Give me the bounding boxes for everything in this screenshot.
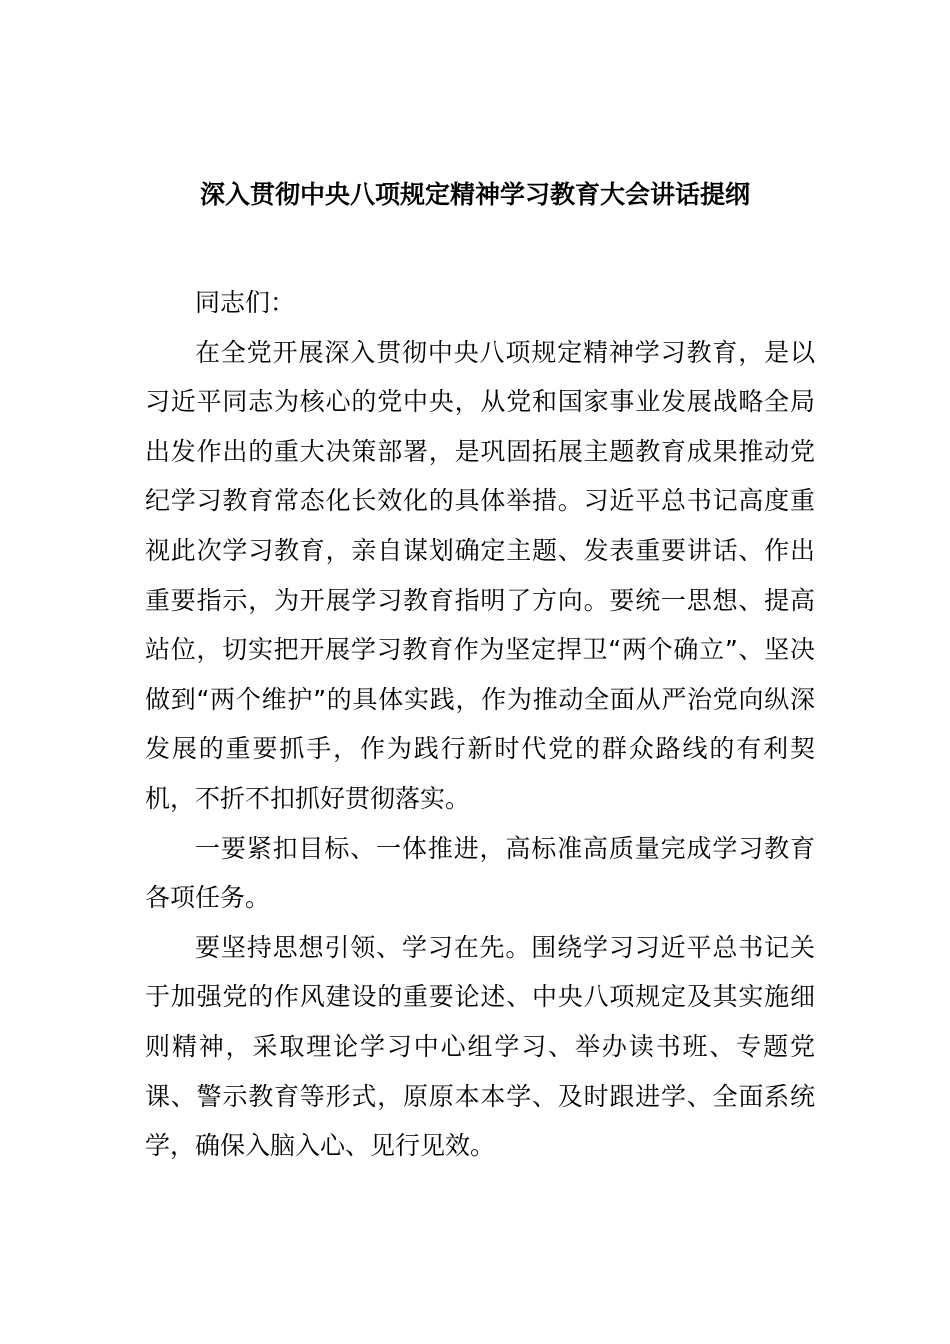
paragraph-study: 要坚持思想引领、学习在先。围绕学习习近平总书记关于加强党的作风建设的重要论述、中央八项规定及其实施细则精神，采取理论学习中心组学习、举办读书班、专题党课、警示教育等形式，原原本本学、及时跟进学、全面系统学，确保入脑入心、见行见效。	[145, 932, 815, 1161]
paragraph-intro: 在全党开展深入贯彻中央八项规定精神学习教育，是以习近平同志为核心的党中央，从党和国家事业发展战略全局出发作出的重大决策部署，是巩固拓展主题教育成果推动党纪学习教育常态化长效化的具体举措。习近平总书记高度重视此次学习教育，亲自谋划确定主题、发表重要讲话、作出重要指示，为开展学习教育指明了方向。要统一思想、提高站位，切实把开展学习教育作为坚定捍卫“两个确立”、坚决做到“两个维护”的具体实践，作为推动全面从严治党向纵深发展的重要抓手，作为践行新时代党的群众路线的有利契机，不折不扣抓好贯彻落实。	[145, 337, 815, 813]
paragraph-section-heading: 一要紧扣目标、一体推进，高标准高质量完成学习教育各项任务。	[145, 833, 815, 913]
salutation: 同志们：	[195, 288, 296, 317]
document-body	[145, 278, 815, 1171]
document-title: 深入贯彻中央八项规定精神学习教育大会讲话提纲	[199, 179, 750, 209]
